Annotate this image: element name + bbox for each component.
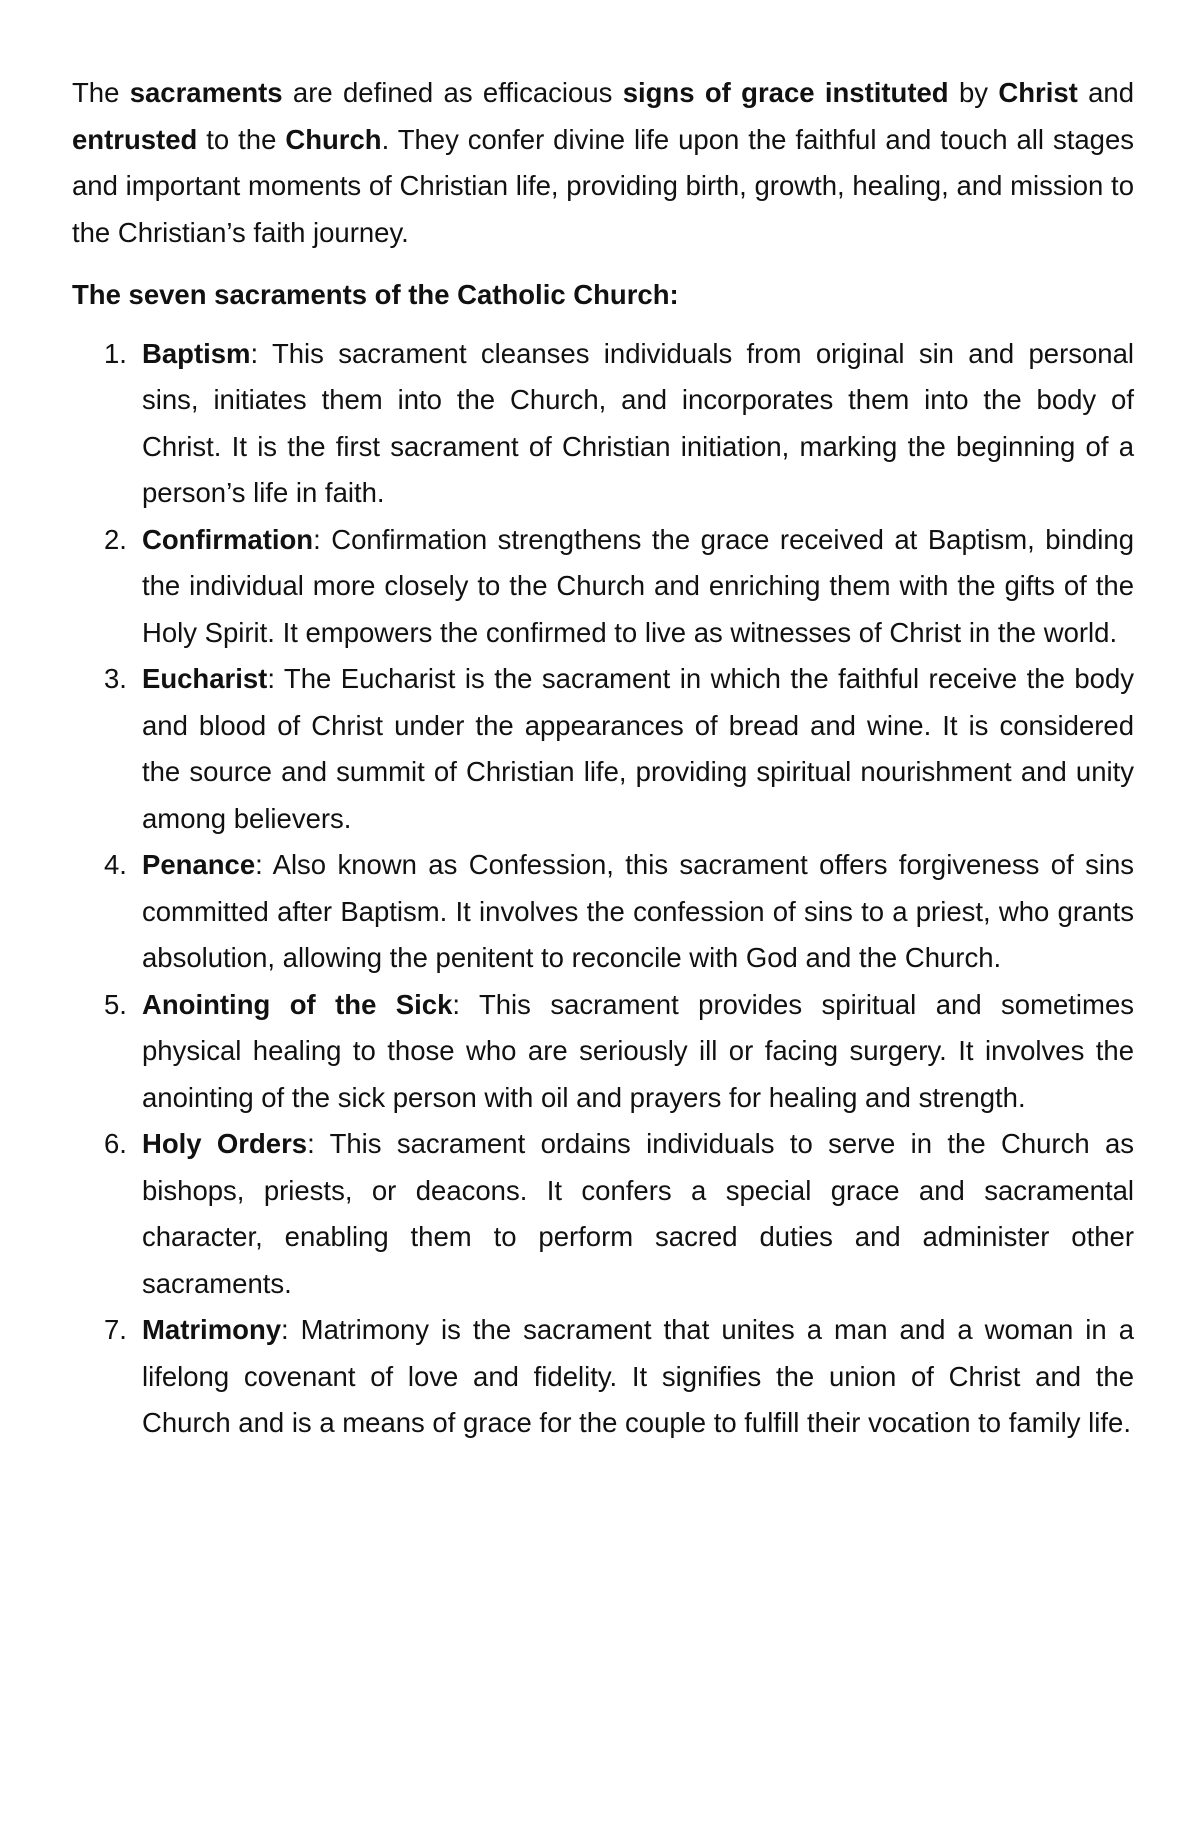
section-heading: The seven sacraments of the Catholic Church: (72, 279, 679, 310)
intro-keyword: signs of grace instituted (622, 77, 949, 108)
sacrament-item-confirmation (72, 517, 1134, 657)
item-title: Matrimony (142, 1314, 282, 1345)
item-number: 1. (104, 337, 127, 369)
intro-keyword: entrusted (72, 123, 198, 155)
item-description: : This sacrament provides spiritual and sometimes physical healing to those who are seriously ill or facing surgery. It involves the anointing of the sick person with oil and prayers for healing and strength. (142, 988, 1134, 1113)
item-description: : This sacrament cleanses individuals from original sin and personal sins, initiates them into the Church, and incorporates them into the body of Christ. It is the first sacrament of Christian initiation, marking the beginning of a person’s life in faith. (142, 337, 1134, 508)
item-description: : Confirmation strengthens the grace received at Baptism, binding the individual more closely to the Church and enriching them with the gifts of the Holy Spirit. It empowers the confirmed to live as witnesses of Christ in the world. (142, 523, 1134, 648)
intro-text: are defined as efficacious (282, 77, 623, 108)
intro-text: The (72, 77, 130, 108)
intro-text: and (1077, 77, 1134, 108)
item-number: 3. (104, 663, 127, 694)
intro-text: to the (197, 123, 286, 155)
intro-text: . They confer divine life upon the faithful and touch all stages and important moments of Christian life, providing birth, growth, healing, and mission to the Christian’s faith journey. (72, 123, 1134, 248)
item-description: : The Eucharist is the sacrament in which the faithful receive the body and blood of Christ under the appearances of bread and wine. It is considered the source and summit of Christian life, providing spiritual nourishment and unity among believers. (142, 663, 1134, 834)
item-number: 6. (104, 1128, 127, 1159)
sacrament-item-baptism (72, 331, 1134, 517)
sacrament-item-penance (72, 842, 1134, 982)
item-number: 2. (104, 523, 127, 555)
intro-text: by (948, 77, 999, 108)
sacrament-item-anointing (72, 982, 1134, 1122)
sacrament-item-eucharist (72, 656, 1134, 842)
item-title: Baptism (142, 337, 251, 369)
intro-keyword: sacraments (129, 77, 283, 108)
item-number: 7. (104, 1314, 127, 1345)
item-title: Eucharist (142, 663, 268, 694)
item-title: Holy Orders (142, 1128, 308, 1159)
item-number: 4. (104, 849, 127, 880)
item-description: : Matrimony is the sacrament that unites a man and a woman in a lifelong covenant of love and fidelity. It signifies the union of Christ and the Church and is a means of grace for the couple to fulfill their vocation to family life. (142, 1314, 1134, 1438)
sacrament-item-matrimony (72, 1307, 1134, 1447)
intro-keyword: Christ (998, 77, 1078, 108)
item-number: 5. (104, 988, 127, 1020)
item-title: Confirmation (142, 523, 314, 555)
item-title: Anointing of the Sick (142, 988, 453, 1020)
item-description: : Also known as Confession, this sacrament offers forgiveness of sins committed after Baptism. It involves the confession of sins to a priest, who grants absolution, allowing the penitent to reconcile with God and the Church. (142, 849, 1134, 973)
intro-paragraph (72, 70, 1134, 256)
item-description: : This sacrament ordains individuals to serve in the Church as bishops, priests, or deacons. It confers a special grace and sacramental character, enabling them to perform sacred duties and administer other sacraments. (142, 1128, 1134, 1299)
sacrament-list (72, 331, 1134, 1447)
item-title: Penance (142, 849, 256, 880)
sacrament-item-holy-orders (72, 1121, 1134, 1307)
document-page (72, 70, 1134, 1447)
intro-keyword: Church (285, 123, 382, 155)
